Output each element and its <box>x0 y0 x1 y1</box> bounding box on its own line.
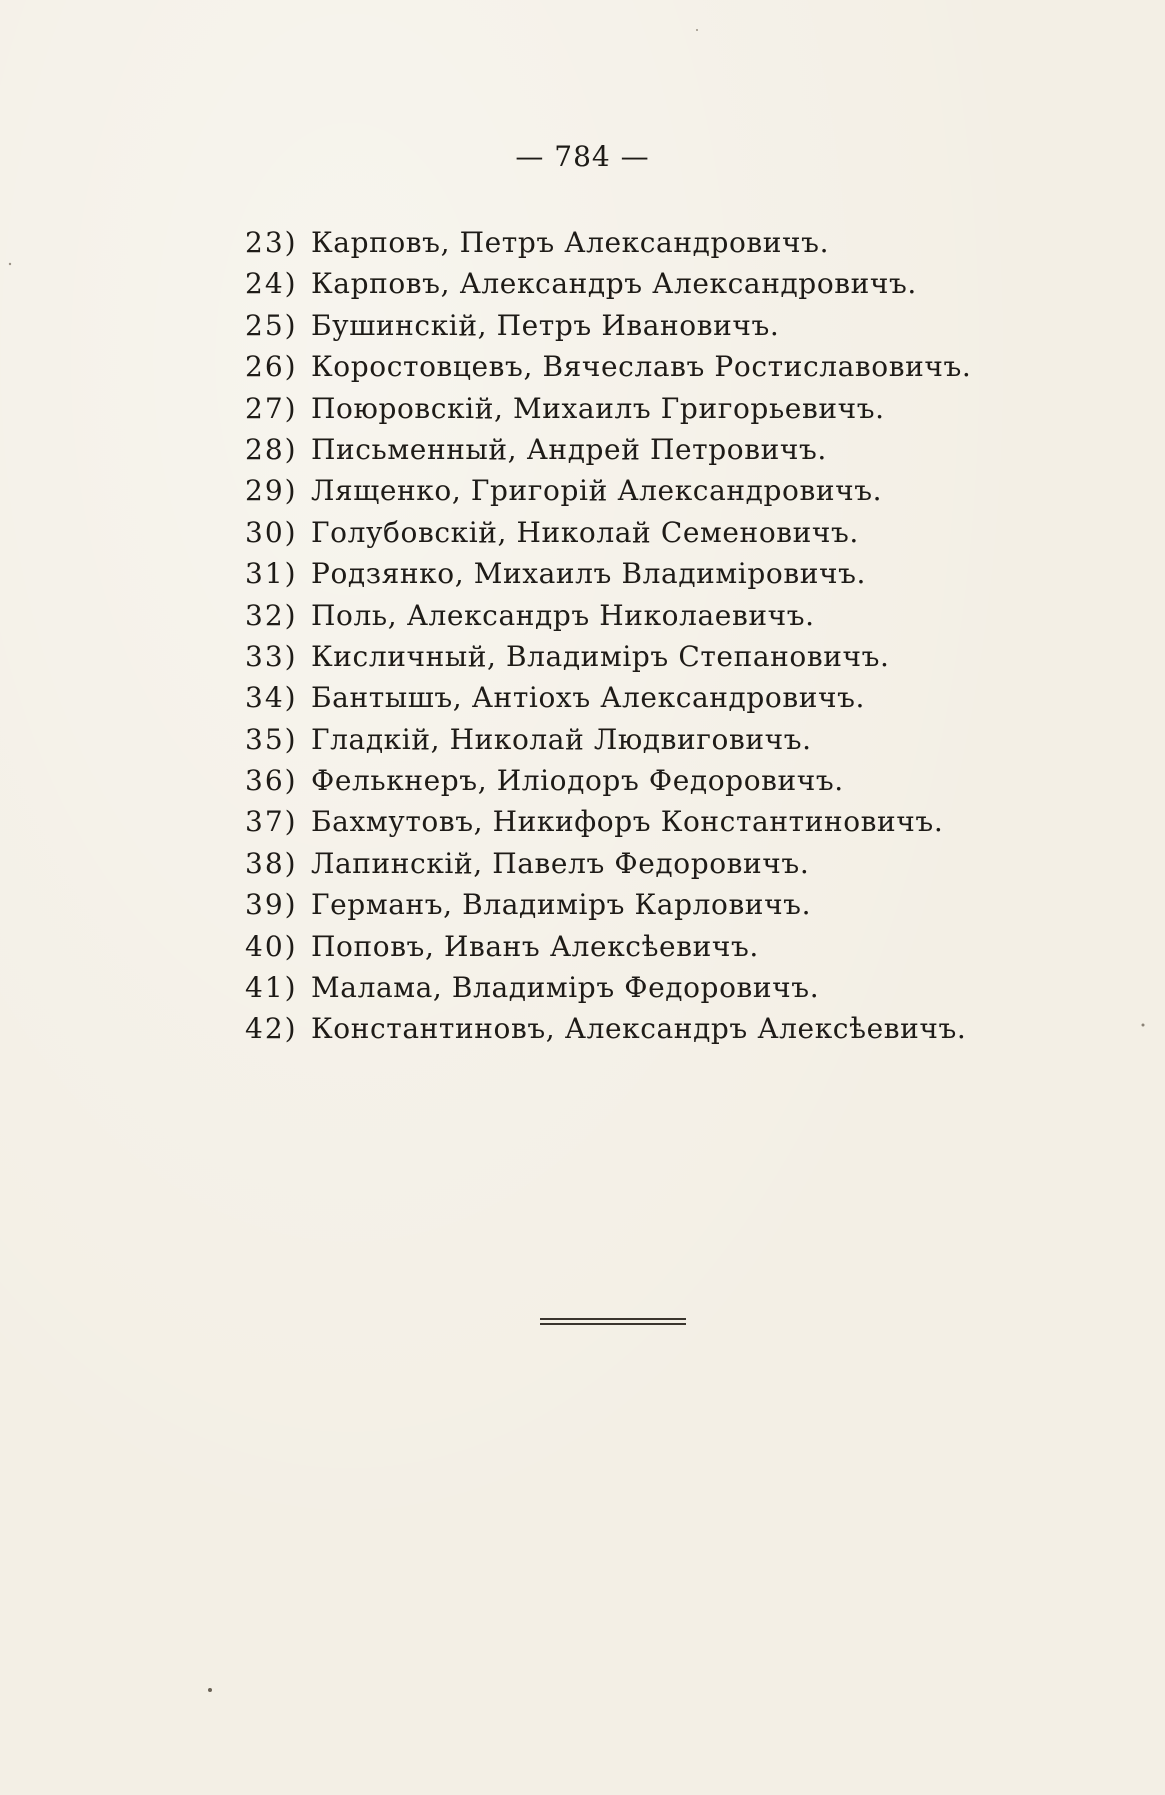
item-number: 38) <box>245 846 298 880</box>
item-name: Коростовцевъ, Вячеславъ Ростиславовичъ. <box>311 350 972 384</box>
list-item <box>245 222 1105 263</box>
list-item <box>245 843 1105 884</box>
item-number: 34) <box>245 681 298 715</box>
item-number: 26) <box>245 350 298 384</box>
item-number: 42) <box>245 1012 298 1046</box>
item-name: Гладкій, Николай Людвиговичъ. <box>311 722 812 756</box>
item-number: 35) <box>245 722 298 756</box>
list-item <box>245 677 1105 718</box>
item-name: Бантышъ, Антіохъ Александровичъ. <box>311 681 866 715</box>
list-item <box>245 429 1105 470</box>
list-item <box>245 346 1105 387</box>
item-number: 36) <box>245 764 298 798</box>
item-name: Поль, Александръ Николаевичъ. <box>311 598 815 632</box>
item-number: 40) <box>245 929 298 963</box>
item-name: Письменный, Андрей Петровичъ. <box>311 432 827 466</box>
item-name: Голубовскій, Николай Семеновичъ. <box>311 515 859 549</box>
list-item <box>245 553 1105 594</box>
name-list <box>245 222 1105 1050</box>
item-name: Фелькнеръ, Иліодоръ Федоровичъ. <box>311 764 844 798</box>
item-number: 32) <box>245 598 298 632</box>
item-name: Лапинскій, Павелъ Федоровичъ. <box>311 846 810 880</box>
list-item <box>245 595 1105 636</box>
item-number: 25) <box>245 308 298 342</box>
double-rule-top <box>540 1318 686 1320</box>
item-name: Поюровскій, Михаилъ Григорьевичъ. <box>311 391 885 425</box>
item-name: Бушинскій, Петръ Ивановичъ. <box>311 308 780 342</box>
list-item <box>245 388 1105 429</box>
item-name: Кисличный, Владиміръ Степановичъ. <box>311 639 890 673</box>
list-item <box>245 926 1105 967</box>
item-number: 23) <box>245 226 298 259</box>
item-name: Константиновъ, Александръ Алексѣевичъ. <box>311 1012 967 1046</box>
item-number: 39) <box>245 888 298 922</box>
list-item <box>245 719 1105 760</box>
item-name: Родзянко, Михаилъ Владиміровичъ. <box>311 557 867 591</box>
item-name: Бахмутовъ, Никифоръ Константиновичъ. <box>311 805 944 839</box>
item-name: Лященко, Григорій Александровичъ. <box>311 474 883 508</box>
item-name: Поповъ, Иванъ Алексѣевичъ. <box>311 929 759 963</box>
item-name: Малама, Владиміръ Федоровичъ. <box>311 971 820 1005</box>
item-number: 24) <box>245 267 298 301</box>
list-item <box>245 801 1105 842</box>
item-name: Германъ, Владиміръ Карловичъ. <box>311 888 812 922</box>
list-item <box>245 884 1105 925</box>
item-number: 41) <box>245 971 298 1005</box>
item-number: 28) <box>245 432 298 466</box>
item-number: 33) <box>245 639 298 673</box>
item-name: Карповъ, Петръ Александровичъ. <box>311 226 830 259</box>
item-name: Карповъ, Александръ Александровичъ. <box>311 267 917 301</box>
list-item <box>245 760 1105 801</box>
list-item <box>245 470 1105 511</box>
item-number: 37) <box>245 805 298 839</box>
list-item <box>245 305 1105 346</box>
list-item <box>245 263 1105 304</box>
item-number: 29) <box>245 474 298 508</box>
list-item <box>245 967 1105 1008</box>
item-number: 27) <box>245 391 298 425</box>
item-number: 30) <box>245 515 298 549</box>
double-rule-bottom <box>540 1323 686 1325</box>
page-number: — 784 — <box>515 140 650 173</box>
list-item <box>245 512 1105 553</box>
list-item <box>245 636 1105 677</box>
item-number: 31) <box>245 557 298 591</box>
list-item <box>245 1008 1105 1049</box>
